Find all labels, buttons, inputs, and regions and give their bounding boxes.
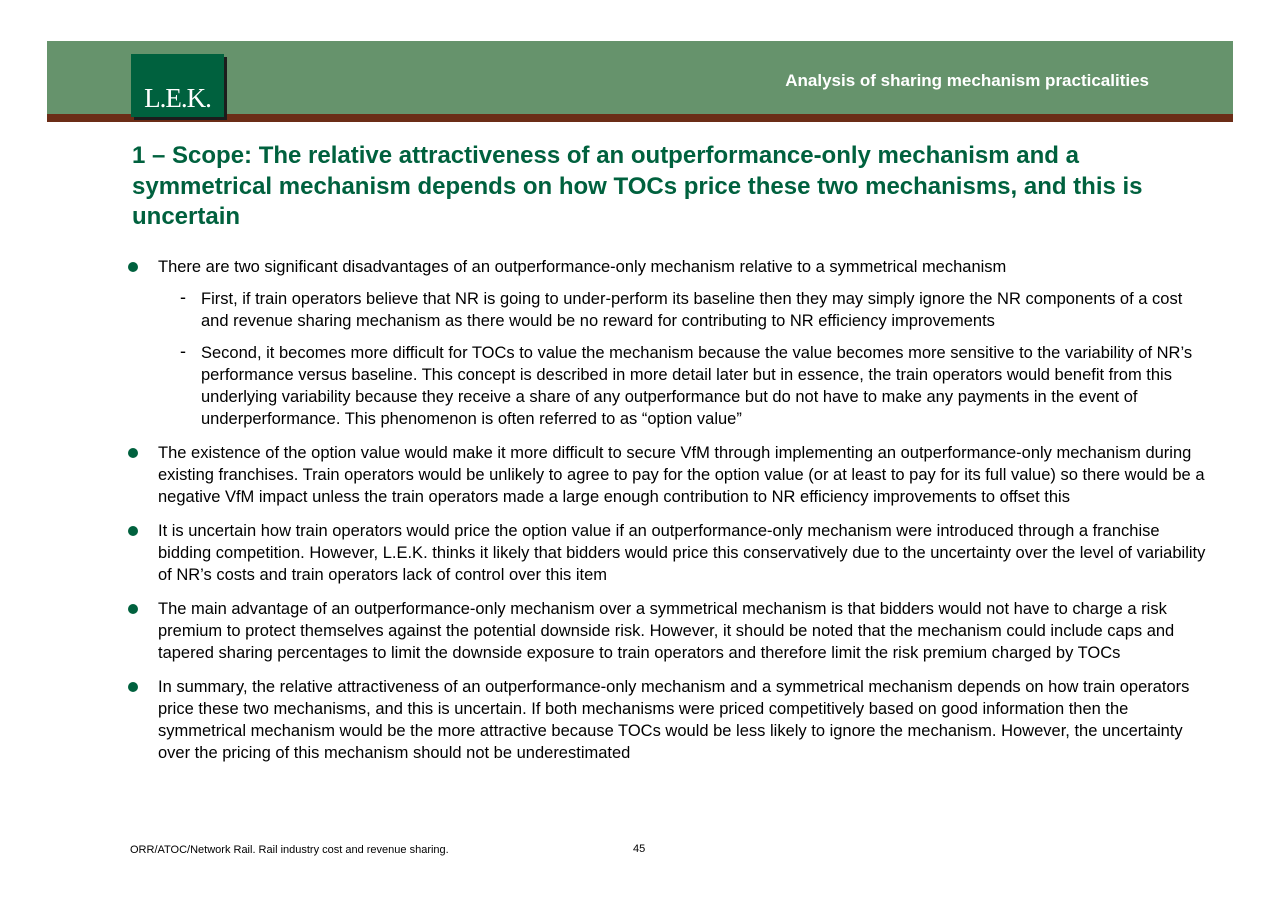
sub-bullet-list xyxy=(158,288,1208,430)
bullet-item xyxy=(126,676,1208,764)
bullet-item xyxy=(126,442,1208,508)
bullet-text: In summary, the relative attractiveness of an outperformance-only mechanism and a symmetrical mechanism depends on how train operators price these two mechanisms, and this is uncertain. If both mechanisms were priced competitively based on good information then the symmetrical mechanism would be the more attractive because TOCs would be less likely to ignore the mechanism. However, the uncertainty over the pricing of this mechanism should not be underestimated xyxy=(158,678,1190,762)
footer-source: ORR/ATOC/Network Rail. Rail industry cost and revenue sharing. xyxy=(130,844,449,856)
bullet-text: It is uncertain how train operators would price the option value if an outperformance-only mechanism were introduced through a franchise bidding competition. However, L.E.K. thinks it likely that bidders would price this conservatively due to the uncertainty over the level of variability of NR’s costs and train operators lack of control over this item xyxy=(158,522,1206,584)
bullet-item xyxy=(126,520,1208,586)
section-label: Analysis of sharing mechanism practicalities xyxy=(785,71,1149,90)
dash-icon: - xyxy=(180,287,186,307)
bullet-dot-icon xyxy=(128,682,138,692)
bullet-dot-icon xyxy=(128,262,138,272)
dash-icon: - xyxy=(180,341,186,361)
slide-title: 1 – Scope: The relative attractiveness of an outperformance-only mechanism and a symmetrical mechanism depends on how TOCs price these two mechanisms, and this is uncertain xyxy=(132,142,1143,230)
lek-logo xyxy=(131,54,224,117)
bullet-text: There are two significant disadvantages of an outperformance-only mechanism relative to a symmetrical mechanism xyxy=(158,258,1007,276)
bullet-dot-icon xyxy=(128,448,138,458)
page-number: 45 xyxy=(633,843,646,855)
sub-bullet-item xyxy=(158,342,1208,430)
bullet-item xyxy=(126,256,1208,430)
bullet-text: The existence of the option value would make it more difficult to secure VfM through implementing an outperformance-only mechanism during existing franchises. Train operators would be unlikely to agree to pay for the option value (or at least to pay for its full value) so there would be a negative VfM impact unless the train operators made a large enough contribution to NR efficiency improvements to offset this xyxy=(158,444,1205,506)
bullet-dot-icon xyxy=(128,604,138,614)
bullet-item xyxy=(126,598,1208,664)
bullet-list xyxy=(126,256,1208,776)
bullet-text: The main advantage of an outperformance-only mechanism over a symmetrical mechanism is that bidders would not have to charge a risk premium to protect themselves against the potential downside risk. However, it should be noted that the mechanism could include caps and tapered sharing percentages to limit the downside exposure to train operators and therefore limit the risk premium charged by TOCs xyxy=(158,600,1175,662)
sub-bullet-text: First, if train operators believe that NR is going to under-perform its baseline then they may simply ignore the NR components of a cost and revenue sharing mechanism as there would be no reward for contributing to NR efficiency improvements xyxy=(201,290,1183,330)
sub-bullet-item xyxy=(158,288,1208,332)
sub-bullet-text: Second, it becomes more difficult for TOCs to value the mechanism because the value becomes more sensitive to the variability of NR’s performance versus baseline. This concept is described in more detail later but in essence, the train operators would benefit from this underlying variability because they receive a share of any outperformance but do not have to make any payments in the event of underperformance. This phenomenon is often referred to as “option value” xyxy=(201,344,1193,428)
bullet-dot-icon xyxy=(128,526,138,536)
logo-text: L.E.K. xyxy=(144,83,211,113)
